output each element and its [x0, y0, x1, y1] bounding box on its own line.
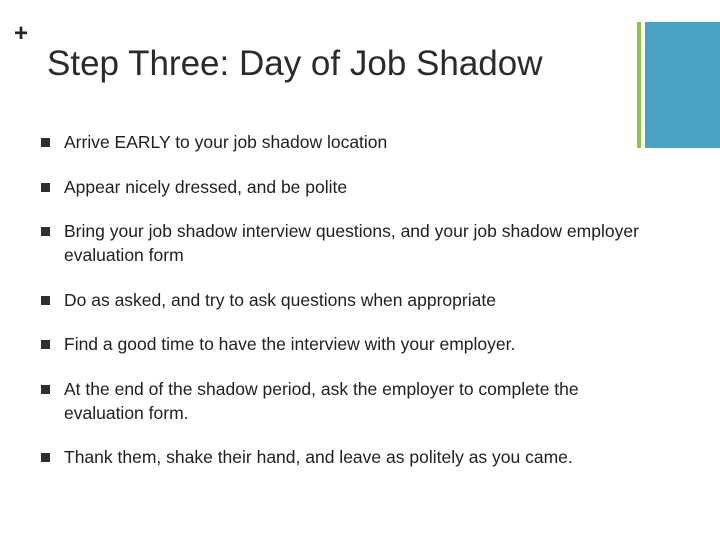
bullet-text: Bring your job shadow interview questions, and your job shadow employer evaluation form [64, 221, 639, 265]
square-bullet-icon [41, 183, 50, 192]
bullet-item [40, 332, 660, 356]
bullet-item [40, 219, 660, 267]
square-bullet-icon [41, 340, 50, 349]
square-bullet-icon [41, 453, 50, 462]
bullet-text: Find a good time to have the interview with your employer. [64, 334, 516, 354]
bullet-item [40, 288, 660, 312]
square-bullet-icon [41, 227, 50, 236]
slide-title: Step Three: Day of Job Shadow [47, 44, 543, 83]
square-bullet-icon [41, 296, 50, 305]
bullet-text: Do as asked, and try to ask questions when appropriate [64, 289, 496, 310]
square-bullet-icon [41, 138, 50, 147]
bullet-list [40, 130, 660, 490]
bullet-text: Appear nicely dressed, and be polite [64, 176, 348, 197]
bullet-text: Arrive EARLY to your job shadow location [64, 132, 388, 152]
square-bullet-icon [41, 385, 50, 394]
bullet-item [40, 445, 660, 469]
bullet-item [40, 377, 660, 425]
plus-icon: + [14, 20, 29, 47]
bullet-text: Thank them, shake their hand, and leave as politely as you came. [64, 447, 573, 467]
bullet-item [40, 130, 660, 154]
bullet-text: At the end of the shadow period, ask the employer to complete the evaluation form. [64, 378, 579, 423]
bullet-item [40, 175, 660, 199]
